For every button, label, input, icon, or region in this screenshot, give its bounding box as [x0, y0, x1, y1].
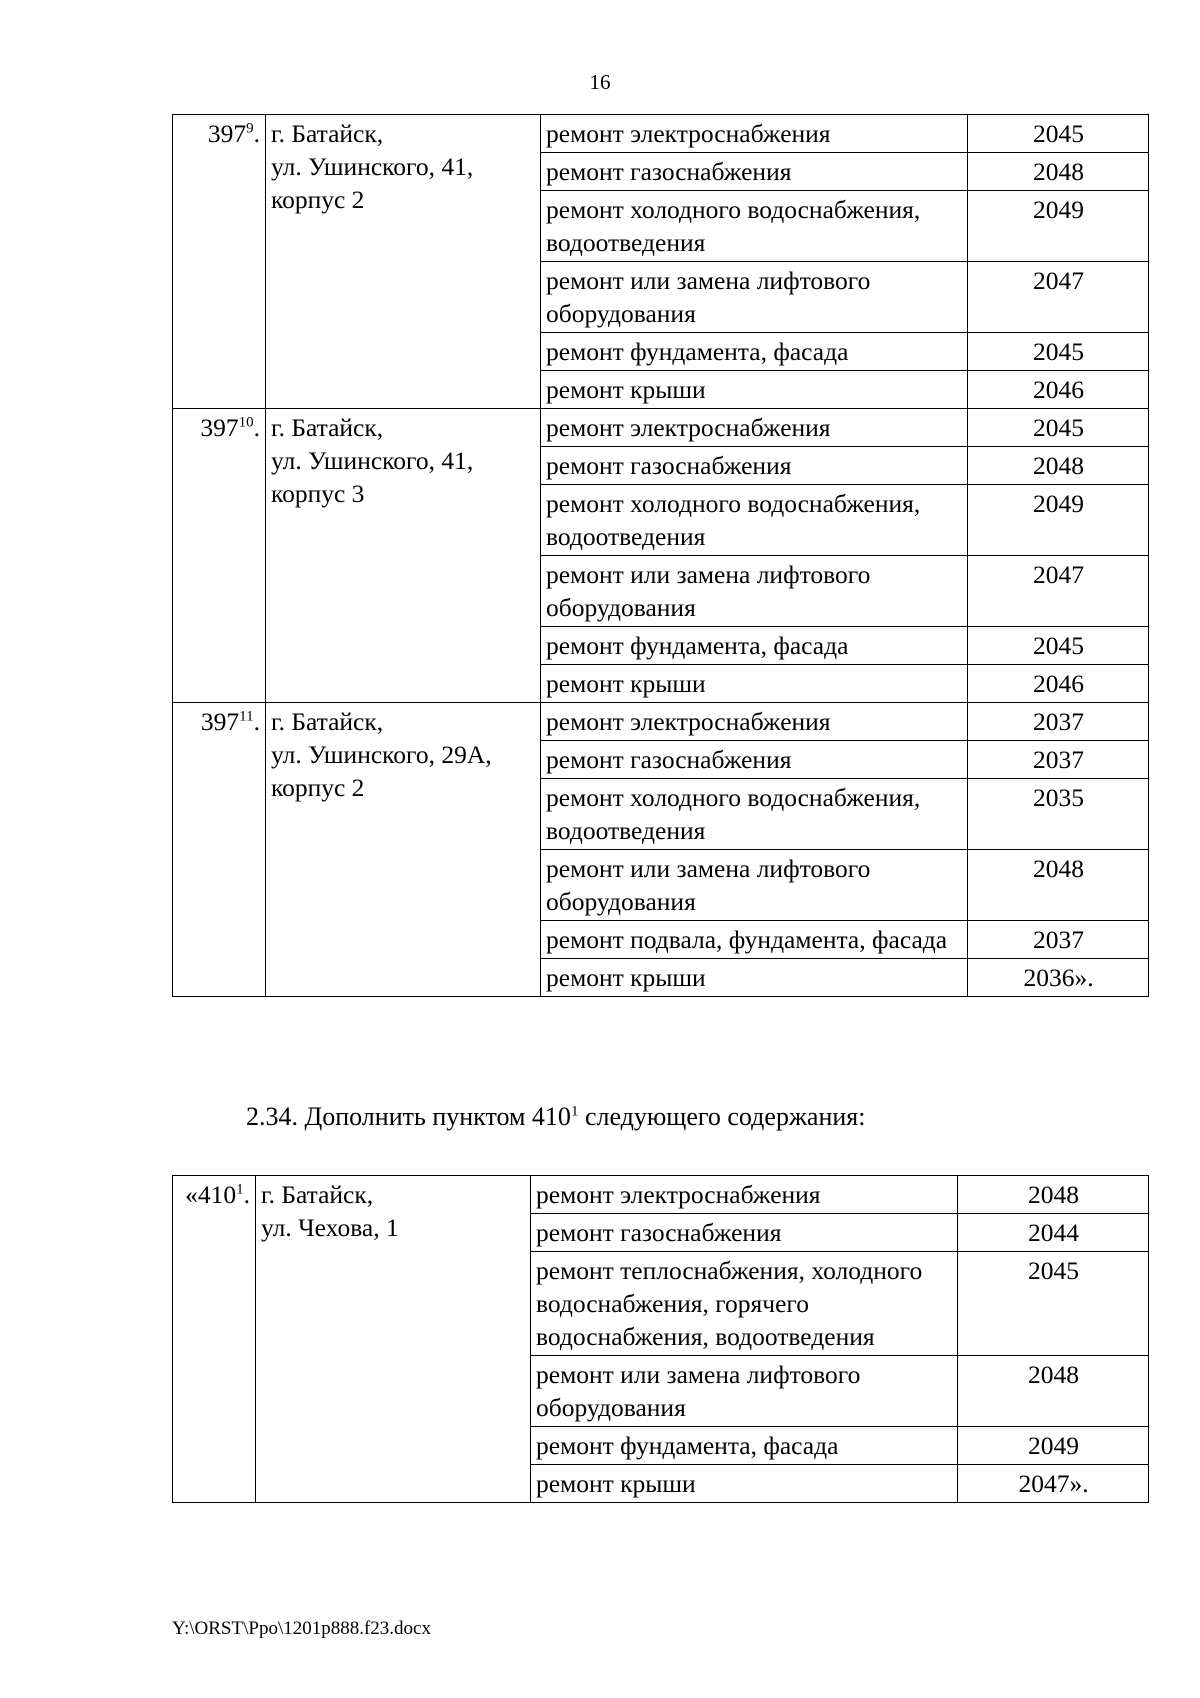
work-type-cell: ремонт теплоснабжения, холодного водоснабжения, горячего водоснабжения, водоотведения — [531, 1252, 958, 1356]
work-type-cell: ремонт крыши — [531, 1465, 958, 1503]
work-year-cell: 2037 — [968, 921, 1149, 959]
work-type-cell: ремонт газоснабжения — [531, 1214, 958, 1252]
work-year-cell: 2045 — [968, 409, 1149, 447]
work-year-cell: 2047». — [958, 1465, 1149, 1503]
work-type-cell: ремонт холодного водоснабжения, водоотведения — [541, 191, 968, 262]
work-year-cell: 2046 — [968, 665, 1149, 703]
item-number-suffix: . — [253, 707, 260, 736]
item-number-suffix: . — [243, 1180, 250, 1209]
work-type-cell: ремонт крыши — [541, 959, 968, 997]
item-number-superscript: 11 — [239, 708, 254, 725]
address-cell — [256, 1176, 531, 1503]
address-cell — [266, 115, 541, 409]
work-year-cell: 2049 — [968, 485, 1149, 556]
table-row — [173, 115, 1149, 153]
address-line: ул. Ушинского, 41, — [271, 152, 474, 181]
works-table-1 — [172, 114, 1149, 997]
work-type-cell: ремонт или замена лифтового оборудования — [541, 556, 968, 627]
item-number: 397 — [207, 119, 247, 148]
work-year-cell: 2047 — [968, 262, 1149, 333]
address-line: г. Батайск, — [271, 707, 384, 736]
work-type-cell: ремонт газоснабжения — [541, 153, 968, 191]
works-table-body — [173, 115, 1149, 997]
amendment-paragraph — [246, 1100, 865, 1134]
work-type-cell: ремонт подвала, фундамента, фасада — [541, 921, 968, 959]
address-line: г. Батайск, — [271, 413, 384, 442]
work-type-cell: ремонт или замена лифтового оборудования — [541, 850, 968, 921]
amendment-suffix: следующего содержания: — [578, 1102, 866, 1131]
works-table-2 — [172, 1175, 1149, 1503]
address-line: корпус 2 — [271, 185, 365, 214]
work-year-cell: 2048 — [958, 1176, 1149, 1214]
work-year-cell: 2045 — [968, 627, 1149, 665]
address-line: ул. Ушинского, 41, — [271, 446, 474, 475]
work-year-cell: 2048 — [958, 1356, 1149, 1427]
table-row — [173, 703, 1149, 741]
file-path-footer: Y:\ORST\Ppo\1201p888.f23.docx — [172, 1618, 431, 1639]
work-type-cell: ремонт газоснабжения — [541, 447, 968, 485]
work-year-cell: 2035 — [968, 779, 1149, 850]
work-year-cell: 2048 — [968, 447, 1149, 485]
address-cell — [266, 409, 541, 703]
work-type-cell: ремонт крыши — [541, 665, 968, 703]
work-year-cell: 2045 — [958, 1252, 1149, 1356]
work-year-cell: 2046 — [968, 371, 1149, 409]
work-type-cell: ремонт или замена лифтового оборудования — [531, 1356, 958, 1427]
item-number-superscript: 10 — [238, 414, 254, 431]
work-year-cell: 2045 — [968, 115, 1149, 153]
item-number-suffix: . — [253, 413, 260, 442]
item-number: 397 — [200, 707, 240, 736]
work-year-cell: 2045 — [968, 333, 1149, 371]
work-year-cell: 2036». — [968, 959, 1149, 997]
address-line: ул. Чехова, 1 — [261, 1213, 399, 1242]
address-cell — [266, 703, 541, 997]
item-number-cell — [173, 1176, 256, 1503]
item-number-superscript: 9 — [246, 120, 254, 137]
work-year-cell: 2048 — [968, 153, 1149, 191]
address-line: корпус 3 — [271, 479, 365, 508]
item-number-superscript: 1 — [236, 1181, 244, 1198]
address-line: г. Батайск, — [261, 1180, 374, 1209]
address-line: ул. Ушинского, 29А, — [271, 740, 492, 769]
amendment-superscript: 1 — [570, 1103, 579, 1120]
work-type-cell: ремонт электроснабжения — [541, 115, 968, 153]
item-number-cell — [173, 115, 266, 409]
work-year-cell: 2044 — [958, 1214, 1149, 1252]
work-type-cell: ремонт фундамента, фасада — [541, 333, 968, 371]
work-type-cell: ремонт фундамента, фасада — [541, 627, 968, 665]
works-table-body — [173, 1176, 1149, 1503]
address-line: г. Батайск, — [271, 119, 384, 148]
item-number: «410 — [185, 1180, 237, 1209]
item-number-suffix: . — [253, 119, 260, 148]
work-type-cell: ремонт фундамента, фасада — [531, 1427, 958, 1465]
item-number-cell — [173, 703, 266, 997]
work-type-cell: ремонт электроснабжения — [541, 703, 968, 741]
work-year-cell: 2049 — [958, 1427, 1149, 1465]
page-number: 16 — [589, 70, 611, 94]
work-type-cell: ремонт или замена лифтового оборудования — [541, 262, 968, 333]
work-type-cell: ремонт крыши — [541, 371, 968, 409]
work-type-cell: ремонт холодного водоснабжения, водоотведения — [541, 485, 968, 556]
work-year-cell: 2048 — [968, 850, 1149, 921]
work-year-cell: 2047 — [968, 556, 1149, 627]
work-type-cell: ремонт газоснабжения — [541, 741, 968, 779]
work-year-cell: 2037 — [968, 741, 1149, 779]
work-year-cell: 2037 — [968, 703, 1149, 741]
item-number-cell — [173, 409, 266, 703]
work-type-cell: ремонт электроснабжения — [531, 1176, 958, 1214]
work-type-cell: ремонт электроснабжения — [541, 409, 968, 447]
table-row — [173, 1176, 1149, 1214]
work-year-cell: 2049 — [968, 191, 1149, 262]
address-line: корпус 2 — [271, 773, 365, 802]
work-type-cell: ремонт холодного водоснабжения, водоотведения — [541, 779, 968, 850]
amendment-prefix: 2.34. Дополнить пунктом 410 — [246, 1102, 571, 1131]
item-number: 397 — [200, 413, 239, 442]
table-row — [173, 409, 1149, 447]
